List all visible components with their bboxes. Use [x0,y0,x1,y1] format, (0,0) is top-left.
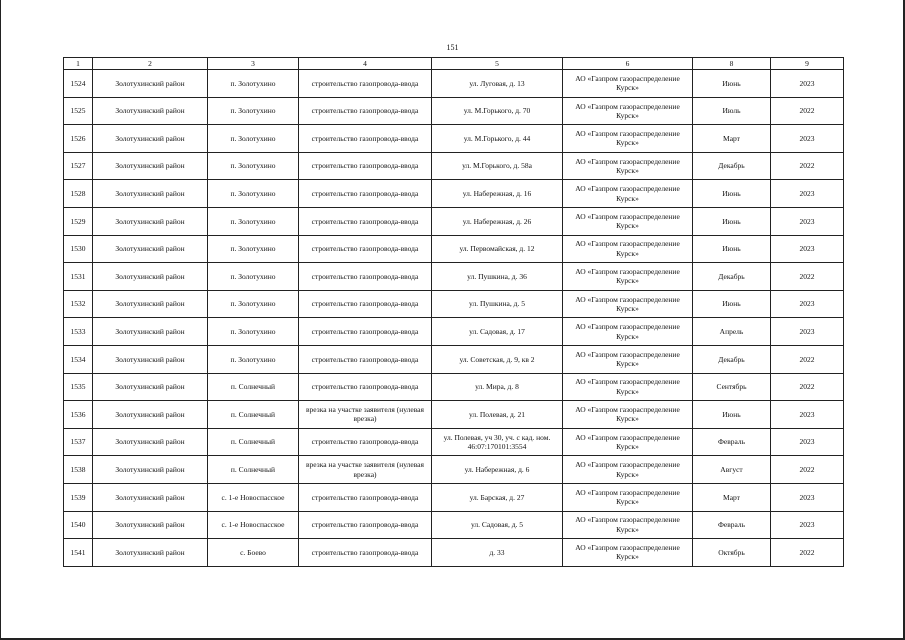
cell-district: Золотухинский район [93,152,208,180]
cell-work-type: строительство газопровода-ввода [299,290,432,318]
header-col-3: 3 [208,58,299,70]
cell-row-number: 1540 [64,511,93,539]
table-row [64,318,844,346]
cell-organization: АО «Газпром газораспределение Курск» [563,373,693,401]
cell-work-type: строительство газопровода-ввода [299,318,432,346]
cell-work-type: строительство газопровода-ввода [299,263,432,291]
cell-month: Апрель [693,318,771,346]
cell-year: 2023 [771,428,844,456]
cell-district: Золотухинский район [93,483,208,511]
table-header [64,58,844,70]
cell-district: Золотухинский район [93,401,208,429]
table-row [64,539,844,567]
cell-address: ул. М.Горького, д. 70 [432,97,563,125]
cell-work-type: строительство газопровода-ввода [299,180,432,208]
cell-address: ул. Советская, д. 9, кв 2 [432,345,563,373]
table-row [64,97,844,125]
header-col-8: 8 [693,58,771,70]
cell-district: Золотухинский район [93,428,208,456]
cell-address: ул. Садовая, д. 5 [432,511,563,539]
cell-year: 2023 [771,401,844,429]
cell-work-type: строительство газопровода-ввода [299,70,432,98]
cell-organization: АО «Газпром газораспределение Курск» [563,483,693,511]
cell-row-number: 1538 [64,456,93,484]
table-row [64,456,844,484]
cell-organization: АО «Газпром газораспределение Курск» [563,152,693,180]
cell-year: 2023 [771,70,844,98]
cell-work-type: строительство газопровода-ввода [299,97,432,125]
cell-work-type: строительство газопровода-ввода [299,428,432,456]
cell-district: Золотухинский район [93,456,208,484]
cell-address: ул. М.Горького, д. 44 [432,125,563,153]
header-col-6: 6 [563,58,693,70]
cell-row-number: 1539 [64,483,93,511]
cell-row-number: 1528 [64,180,93,208]
cell-settlement: п. Золотухино [208,180,299,208]
cell-row-number: 1534 [64,345,93,373]
gas-connection-table [63,57,844,567]
cell-year: 2022 [771,373,844,401]
cell-work-type: строительство газопровода-ввода [299,235,432,263]
cell-organization: АО «Газпром газораспределение Курск» [563,511,693,539]
cell-organization: АО «Газпром газораспределение Курск» [563,345,693,373]
cell-work-type: строительство газопровода-ввода [299,345,432,373]
cell-settlement: с. Боево [208,539,299,567]
cell-organization: АО «Газпром газораспределение Курск» [563,180,693,208]
table-row [64,373,844,401]
cell-month: Июнь [693,235,771,263]
table-row [64,70,844,98]
cell-organization: АО «Газпром газораспределение Курск» [563,263,693,291]
cell-district: Золотухинский район [93,318,208,346]
cell-settlement: п. Солнечный [208,456,299,484]
cell-district: Золотухинский район [93,511,208,539]
cell-address: ул. Набережная, д. 26 [432,207,563,235]
cell-address: ул. Луговая, д. 13 [432,70,563,98]
cell-year: 2022 [771,456,844,484]
cell-district: Золотухинский район [93,235,208,263]
cell-year: 2023 [771,483,844,511]
table-row [64,180,844,208]
cell-month: Июнь [693,207,771,235]
cell-year: 2022 [771,263,844,291]
cell-settlement: п. Золотухино [208,263,299,291]
table-row [64,263,844,291]
table-row [64,235,844,263]
cell-district: Золотухинский район [93,207,208,235]
cell-address: ул. Набережная, д. 16 [432,180,563,208]
cell-month: Август [693,456,771,484]
cell-district: Золотухинский район [93,539,208,567]
cell-address: ул. Пушкина, д. 36 [432,263,563,291]
cell-year: 2023 [771,207,844,235]
cell-work-type: строительство газопровода-ввода [299,125,432,153]
cell-settlement: с. 1-е Новоспасское [208,511,299,539]
cell-year: 2022 [771,345,844,373]
cell-address: ул. Полевая, уч 30, уч. с кад. ном. 46:07:170101:3554 [432,428,563,456]
cell-organization: АО «Газпром газораспределение Курск» [563,401,693,429]
cell-row-number: 1526 [64,125,93,153]
cell-settlement: п. Золотухино [208,207,299,235]
cell-settlement: п. Золотухино [208,125,299,153]
cell-work-type: врезка на участке заявителя (нулевая врезка) [299,456,432,484]
cell-month: Октябрь [693,539,771,567]
cell-address: ул. Пушкина, д. 5 [432,290,563,318]
cell-address: ул. Мира, д. 8 [432,373,563,401]
cell-year: 2023 [771,235,844,263]
header-col-9: 9 [771,58,844,70]
cell-district: Золотухинский район [93,345,208,373]
cell-settlement: п. Золотухино [208,345,299,373]
cell-year: 2023 [771,125,844,153]
table-body [64,70,844,567]
cell-year: 2023 [771,511,844,539]
header-row [64,58,844,70]
cell-settlement: п. Золотухино [208,318,299,346]
cell-month: Февраль [693,428,771,456]
cell-district: Золотухинский район [93,373,208,401]
header-col-4: 4 [299,58,432,70]
cell-work-type: строительство газопровода-ввода [299,152,432,180]
cell-year: 2022 [771,97,844,125]
cell-district: Золотухинский район [93,180,208,208]
cell-district: Золотухинский район [93,125,208,153]
page-edge-left [0,0,1,640]
cell-address: ул. Полевая, д. 21 [432,401,563,429]
cell-settlement: п. Золотухино [208,235,299,263]
cell-organization: АО «Газпром газораспределение Курск» [563,539,693,567]
cell-month: Декабрь [693,152,771,180]
cell-organization: АО «Газпром газораспределение Курск» [563,207,693,235]
cell-settlement: п. Солнечный [208,401,299,429]
cell-month: Февраль [693,511,771,539]
cell-settlement: п. Солнечный [208,373,299,401]
cell-year: 2022 [771,152,844,180]
cell-organization: АО «Газпром газораспределение Курск» [563,290,693,318]
cell-address: ул. Первомайская, д. 12 [432,235,563,263]
page-number: 151 [446,43,459,52]
cell-work-type: строительство газопровода-ввода [299,511,432,539]
header-col-1: 1 [64,58,93,70]
cell-settlement: с. 1-е Новоспасское [208,483,299,511]
table-row [64,511,844,539]
table-row [64,345,844,373]
cell-district: Золотухинский район [93,290,208,318]
cell-row-number: 1531 [64,263,93,291]
cell-work-type: строительство газопровода-ввода [299,207,432,235]
cell-address: д. 33 [432,539,563,567]
cell-organization: АО «Газпром газораспределение Курск» [563,428,693,456]
cell-month: Июнь [693,401,771,429]
cell-year: 2023 [771,180,844,208]
cell-organization: АО «Газпром газораспределение Курск» [563,97,693,125]
cell-settlement: п. Золотухино [208,70,299,98]
cell-month: Декабрь [693,263,771,291]
header-col-5: 5 [432,58,563,70]
cell-row-number: 1533 [64,318,93,346]
table-row [64,290,844,318]
cell-organization: АО «Газпром газораспределение Курск» [563,456,693,484]
cell-settlement: п. Солнечный [208,428,299,456]
cell-month: Март [693,483,771,511]
cell-row-number: 1524 [64,70,93,98]
cell-organization: АО «Газпром газораспределение Курск» [563,318,693,346]
cell-address: ул. Набережная, д. 6 [432,456,563,484]
cell-work-type: строительство газопровода-ввода [299,483,432,511]
cell-year: 2023 [771,318,844,346]
cell-row-number: 1535 [64,373,93,401]
cell-organization: АО «Газпром газораспределение Курск» [563,70,693,98]
cell-district: Золотухинский район [93,97,208,125]
cell-district: Золотухинский район [93,70,208,98]
cell-month: Июнь [693,290,771,318]
cell-month: Июнь [693,70,771,98]
cell-row-number: 1527 [64,152,93,180]
cell-organization: АО «Газпром газораспределение Курск» [563,235,693,263]
header-col-2: 2 [93,58,208,70]
table-row [64,207,844,235]
cell-address: ул. Барская, д. 27 [432,483,563,511]
cell-organization: АО «Газпром газораспределение Курск» [563,125,693,153]
cell-work-type: строительство газопровода-ввода [299,539,432,567]
cell-row-number: 1537 [64,428,93,456]
cell-work-type: врезка на участке заявителя (нулевая врезка) [299,401,432,429]
table-row [64,125,844,153]
cell-work-type: строительство газопровода-ввода [299,373,432,401]
cell-district: Золотухинский район [93,263,208,291]
cell-row-number: 1541 [64,539,93,567]
table-row [64,428,844,456]
cell-month: Март [693,125,771,153]
cell-row-number: 1530 [64,235,93,263]
cell-row-number: 1532 [64,290,93,318]
cell-row-number: 1525 [64,97,93,125]
cell-month: Декабрь [693,345,771,373]
cell-month: Июнь [693,180,771,208]
cell-address: ул. Садовая, д. 17 [432,318,563,346]
cell-month: Сентябрь [693,373,771,401]
cell-settlement: п. Золотухино [208,152,299,180]
cell-settlement: п. Золотухино [208,97,299,125]
cell-row-number: 1529 [64,207,93,235]
cell-settlement: п. Золотухино [208,290,299,318]
cell-year: 2023 [771,290,844,318]
table-row [64,401,844,429]
table-row [64,483,844,511]
cell-address: ул. М.Горького, д. 58а [432,152,563,180]
table-row [64,152,844,180]
cell-month: Июль [693,97,771,125]
cell-row-number: 1536 [64,401,93,429]
cell-year: 2022 [771,539,844,567]
